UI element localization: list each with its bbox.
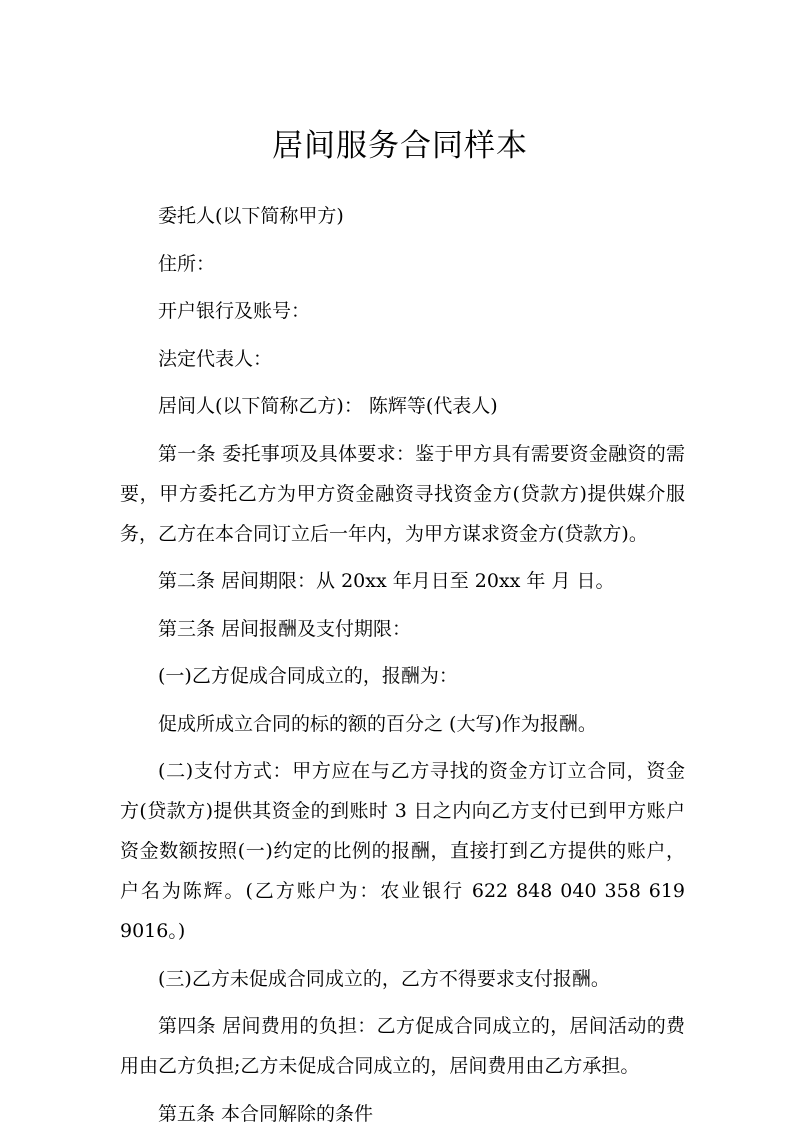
article-3-clause-1-detail: 促成所成立合同的标的额的百分之 (大写)作为报酬。 — [158, 712, 597, 735]
paragraph-address: 住所： — [158, 252, 216, 275]
article-3-clause-2: (二)支付方式：甲方应在与乙方寻找的资金方订立合同，资金方(贷款方)提供其资金的到账时 3 日之内向乙方支付已到甲方账户资金数额按照(一)约定的比例的报酬，直接打到乙方提供的账户，户名为陈辉。(乙方账户为：农业银行 622 848 040 358 619 9016。) — [120, 760, 685, 942]
page-title: 居间服务合同样本 — [272, 128, 528, 164]
paragraph-legal-representative: 法定代表人： — [158, 347, 273, 370]
paragraph-intermediary: 居间人(以下简称乙方)： 陈辉等(代表人) — [158, 395, 498, 417]
article-3: 第三条 居间报酬及支付期限： — [158, 617, 412, 640]
article-3-clause-3: (三)乙方未促成合同成立的，乙方不得要求支付报酬。 — [158, 967, 610, 990]
article-3-clause-1: (一)乙方促成合同成立的，报酬为： — [158, 665, 458, 687]
paragraph-principal: 委托人(以下简称甲方) — [158, 205, 344, 227]
article-1: 第一条 委托事项及具体要求：鉴于甲方具有需要资金融资的需要，甲方委托乙方为甲方资金融资寻找资金方(贷款方)提供媒介服务，乙方在本合同订立后一年内，为甲方谋求资金方(贷款方)。 — [120, 442, 685, 545]
contract-body — [120, 196, 685, 1134]
article-4: 第四条 居间费用的负担：乙方促成合同成立的，居间活动的费用由乙方负担;乙方未促成合同成立的，居间费用由乙方承担。 — [120, 1015, 685, 1077]
paragraph-bank-account: 开户银行及账号： — [158, 300, 311, 322]
article-5: 第五条 本合同解除的条件 — [158, 1102, 374, 1125]
article-2: 第二条 居间期限：从 20xx 年月日至 20xx 年 月 日。 — [158, 570, 615, 592]
